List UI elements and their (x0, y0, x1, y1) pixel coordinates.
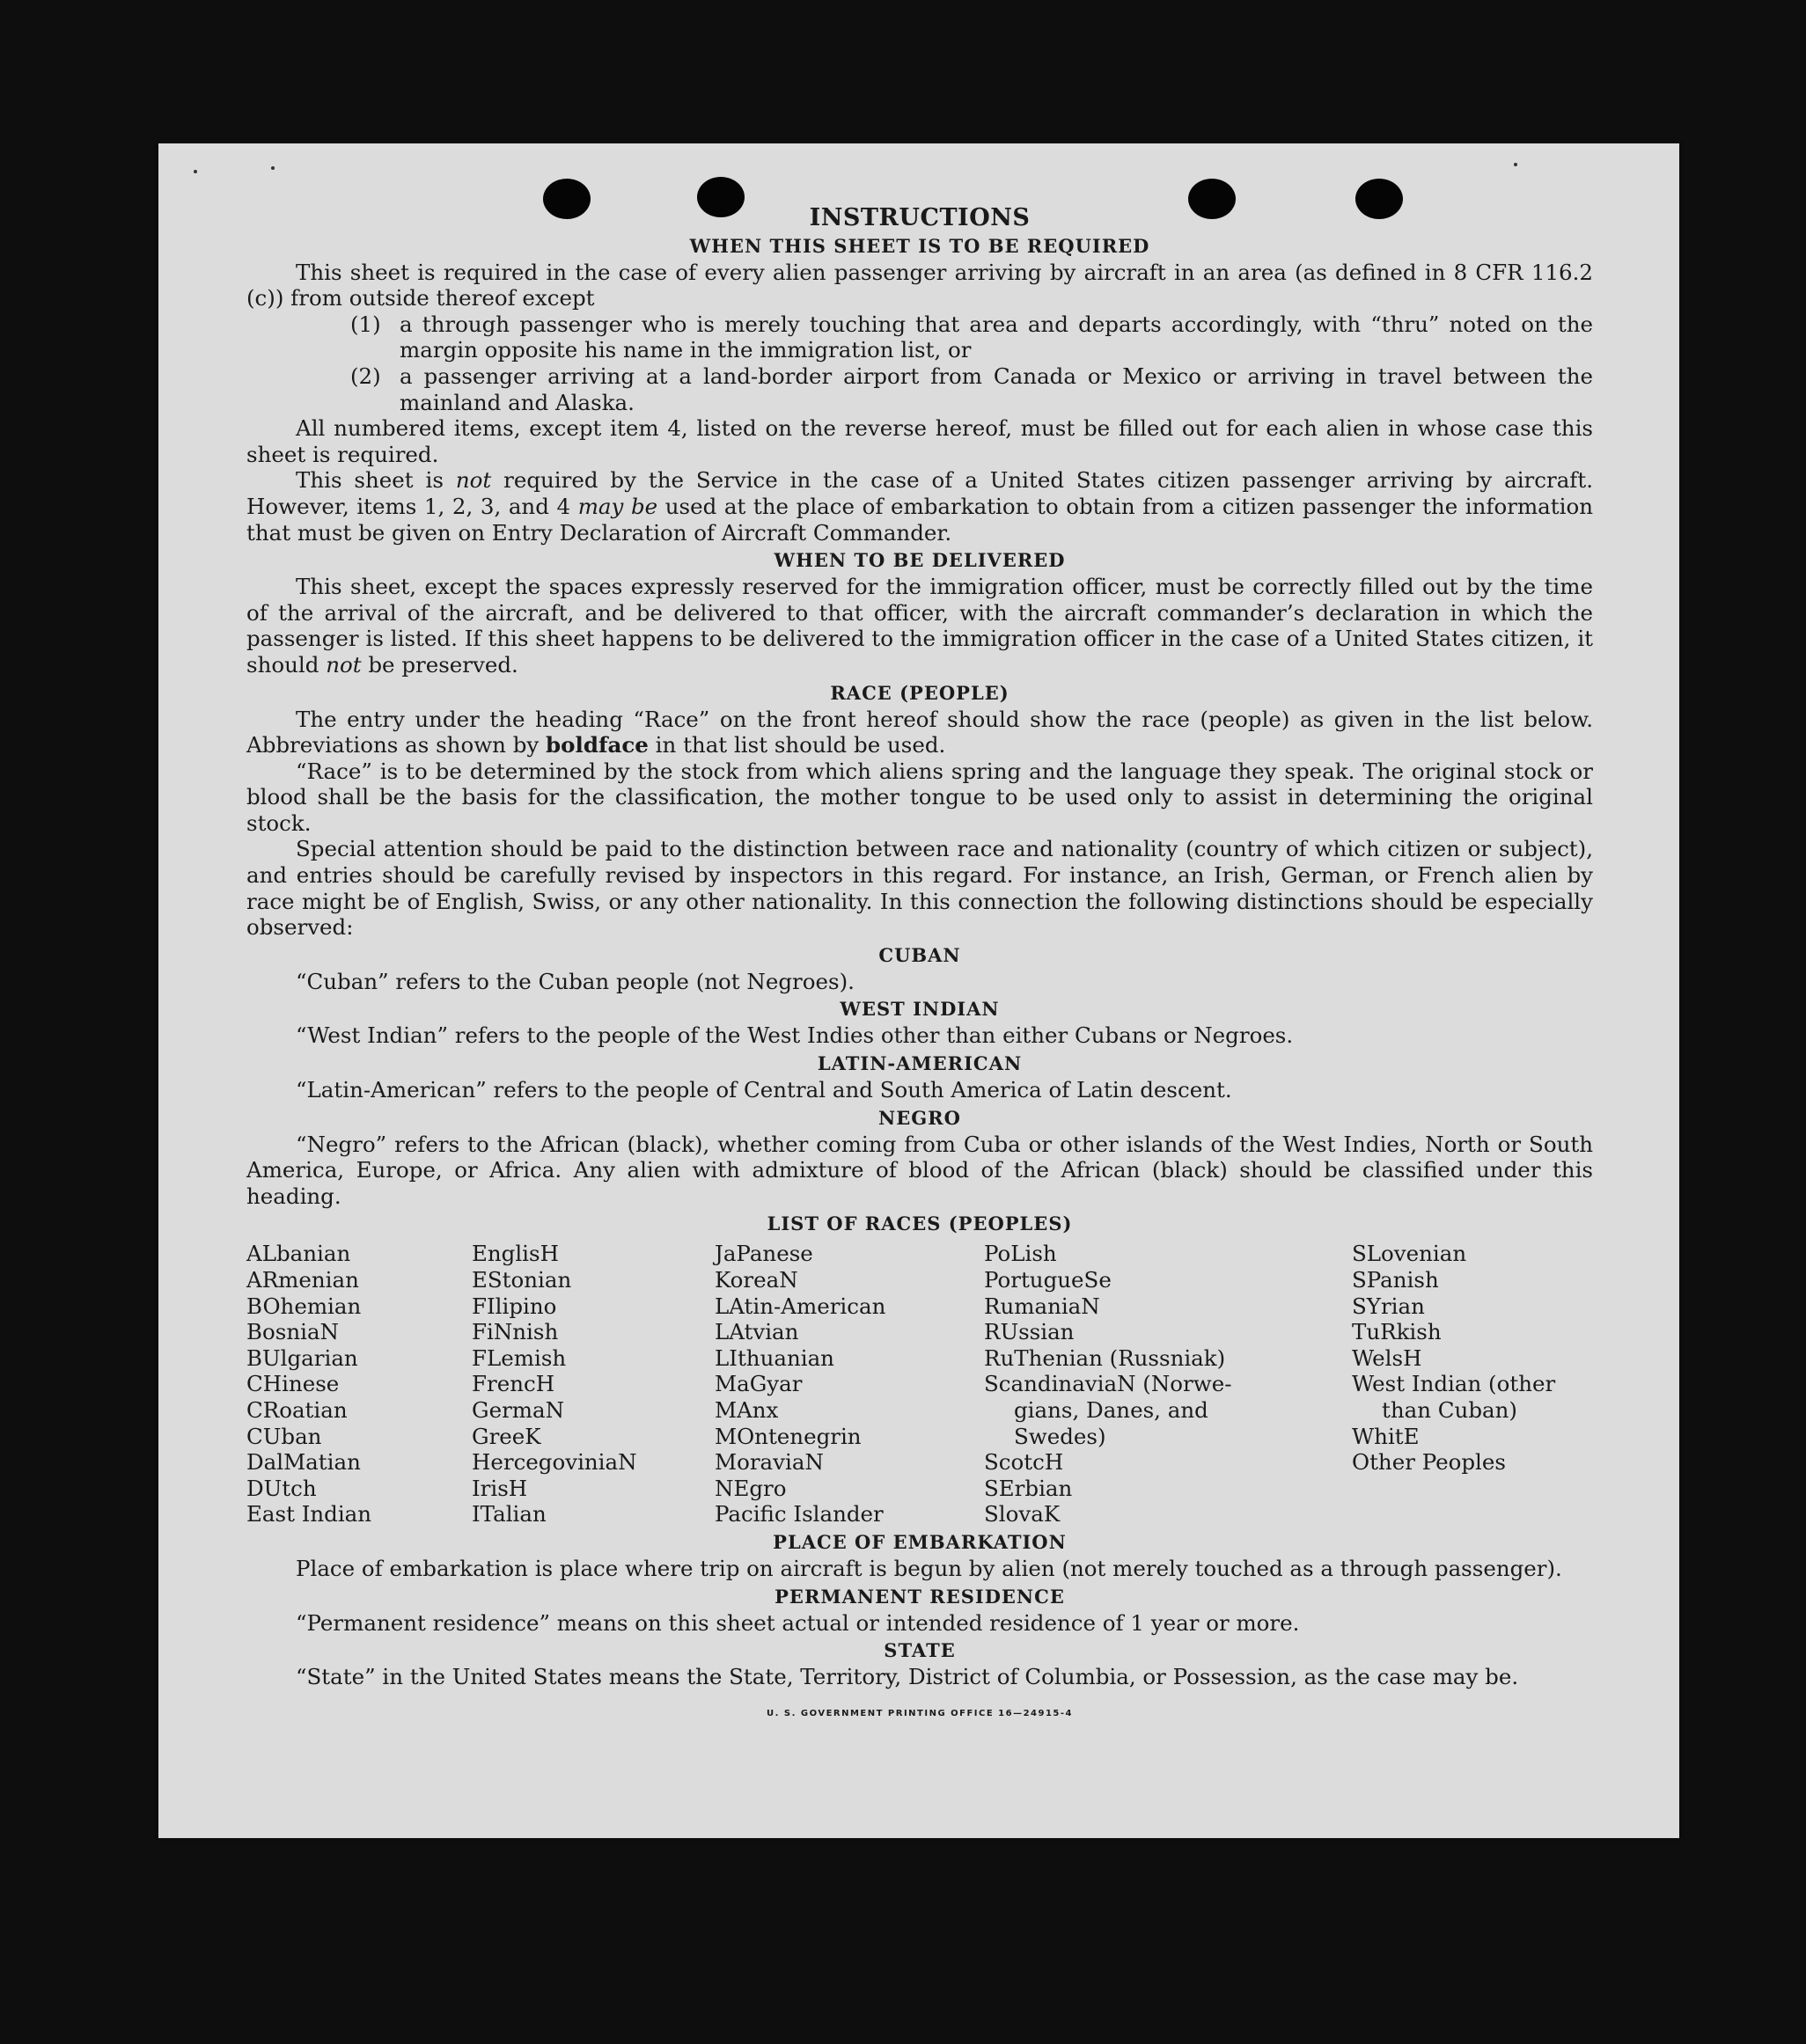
heading-west-indian: WEST INDIAN (840, 998, 1000, 1021)
page-title: INSTRUCTIONS (809, 204, 1031, 231)
heading-embarkation: PLACE OF EMBARKATION (773, 1530, 1067, 1553)
race-entry: EStonian (472, 1267, 572, 1293)
item-number: (1) (350, 311, 381, 337)
races-column (1352, 1241, 1593, 1528)
text-run: This sheet is (296, 467, 456, 494)
item-text: a through passenger who is merely touching that area and departs accordingly, with “thru” noted on the margin opposite his name in the immigration list, or (400, 311, 1593, 363)
race-entry: MOntenegrin (715, 1423, 862, 1449)
race-entry: RumaniaN (984, 1293, 1100, 1319)
speck (194, 170, 197, 173)
race-entry: SlovaK (984, 1501, 1061, 1528)
race-entry: CUban (246, 1423, 322, 1449)
text-run: required by the Service in the case of a United States citizen passenger arriving by aircraft. However, items 1, 2, 3, and 4 (246, 467, 1594, 519)
race-entry: PoLish (984, 1241, 1057, 1267)
list-item (350, 363, 1593, 415)
text-run: This sheet, except the spaces expressly reserved for the immigration officer, must be correctly filled out by the time of the arrival of the aircraft, and be delivered to that officer, with the aircraft commander’s declaration in which the passenger is listed. If this sheet happens to be delivered to the immigration officer in the case of a United States citizen, it should (246, 574, 1593, 678)
race-entry: MAnx (715, 1396, 779, 1423)
race-entry: SYrian (1352, 1293, 1425, 1319)
printer-imprint: U. S. GOVERNMENT PRINTING OFFICE 16—24915-4 (767, 1708, 1073, 1718)
paragraph: Place of embarkation is place where trip on aircraft is begun by alien (not merely touched as a through passenger). (296, 1555, 1562, 1581)
race-entry: NEgro (715, 1475, 787, 1501)
races-column (984, 1241, 1352, 1528)
race-entry: JaPanese (715, 1241, 813, 1267)
race-entry: TuRkish (1352, 1319, 1442, 1345)
race-entry: BosniaN (246, 1319, 339, 1345)
race-entry-continued: gians, Danes, and (1014, 1396, 1208, 1423)
item-number: (2) (350, 363, 381, 389)
paragraph: “Cuban” refers to the Cuban people (not Negroes). (296, 968, 855, 994)
instructions-text (246, 205, 1593, 1726)
races-column (246, 1241, 472, 1528)
race-entry: ALbanian (246, 1241, 351, 1267)
race-entry: FiNnish (472, 1319, 559, 1345)
races-list (246, 1241, 1593, 1528)
race-entry: IrisH (472, 1475, 528, 1501)
race-entry: DalMatian (246, 1449, 361, 1476)
paragraph: “West Indian” refers to the people of the West Indies other than either Cubans or Negroes. (296, 1022, 1294, 1049)
paragraph (246, 467, 1593, 546)
paragraph: Special attention should be paid to the distinction between race and nationality (country of which citizen or subject), and entries should be carefully revised by inspectors in this regard. For instance, an Irish, German, or French alien by race might be of English, Swiss, or any other nationality. In this connection the following distinctions should be especially observed: (246, 836, 1593, 941)
emphasis: may be (577, 493, 658, 519)
race-entry: DUtch (246, 1475, 317, 1501)
speck (1514, 163, 1517, 166)
race-entry: ScotcH (984, 1449, 1064, 1476)
heading-state: STATE (884, 1639, 956, 1662)
paragraph (246, 707, 1593, 758)
race-entry: CHinese (246, 1371, 340, 1397)
race-entry: CRoatian (246, 1396, 348, 1423)
race-entry-continued: than Cuban) (1382, 1396, 1517, 1423)
heading-negro: NEGRO (878, 1106, 961, 1129)
races-column (715, 1241, 984, 1528)
heading-when-delivered: WHEN TO BE DELIVERED (774, 549, 1066, 572)
race-entry: ScandinaviaN (Norwe- (984, 1371, 1232, 1397)
race-entry: WhitE (1352, 1423, 1420, 1449)
race-entry: LAtin-American (715, 1293, 886, 1319)
paragraph: “Race” is to be determined by the stock from which aliens spring and the language they speak. The original stock or blood shall be the basis for the classification, the mother tongue to be used only to assist in determining the original stock. (246, 758, 1593, 836)
document-sheet (158, 143, 1679, 1838)
race-entry: GermaN (472, 1396, 565, 1423)
race-entry: BUlgarian (246, 1344, 358, 1371)
race-entry: ITalian (472, 1501, 547, 1528)
race-entry: BOhemian (246, 1293, 362, 1319)
heading-when-required: WHEN THIS SHEET IS TO BE REQUIRED (689, 234, 1150, 257)
race-entry: FIlipino (472, 1293, 557, 1319)
heading-cuban: CUBAN (878, 943, 961, 966)
race-entry: SPanish (1352, 1267, 1439, 1293)
bold-text: boldface (546, 732, 649, 758)
heading-permanent-residence: PERMANENT RESIDENCE (775, 1585, 1065, 1608)
text-run: in that list should be used. (648, 732, 946, 758)
emphasis: not (455, 467, 492, 494)
race-entry: MoraviaN (715, 1449, 824, 1476)
race-entry: WelsH (1352, 1344, 1422, 1371)
paragraph: “State” in the United States means the State, Territory, District of Columbia, or Possession, as the case may be. (296, 1664, 1519, 1690)
race-entry: PortugueSe (984, 1267, 1112, 1293)
race-entry: RuThenian (Russniak) (984, 1344, 1226, 1371)
heading-list-of-races: LIST OF RACES (PEOPLES) (767, 1212, 1073, 1235)
text-run: be preserved. (361, 651, 518, 678)
race-entry: HercegoviniaN (472, 1449, 637, 1476)
race-entry: East Indian (246, 1501, 372, 1528)
race-entry: LIthuanian (715, 1344, 834, 1371)
paragraph: “Latin-American” refers to the people of Central and South America of Latin descent. (296, 1077, 1232, 1103)
text-run: used at the place of embarkation to obtain from a citizen passenger the information that must be given on Entry Declaration of Aircraft Commander. (246, 493, 1593, 546)
paragraph: “Negro” refers to the African (black), whether coming from Cuba or other islands of the West Indies, North or South America, Europe, or Africa. Any alien with admixture of blood of the African (black) should be classified under this heading. (246, 1131, 1593, 1209)
race-entry: ARmenian (246, 1267, 359, 1293)
race-entry: FLemish (472, 1344, 567, 1371)
races-column (472, 1241, 715, 1528)
item-text: a passenger arriving at a land-border airport from Canada or Mexico or arriving in travel between the mainland and Alaska. (400, 363, 1593, 415)
list-item (350, 311, 1593, 363)
race-entry: RUssian (984, 1319, 1075, 1345)
paragraph: “Permanent residence” means on this sheet actual or intended residence of 1 year or more. (296, 1609, 1300, 1636)
race-entry: MaGyar (715, 1371, 803, 1397)
race-entry: Pacific Islander (715, 1501, 884, 1528)
heading-race: RACE (PEOPLE) (830, 681, 1009, 704)
race-entry: Other Peoples (1352, 1449, 1506, 1476)
race-entry: SLovenian (1352, 1241, 1467, 1267)
heading-latin-american: LATIN-AMERICAN (817, 1052, 1023, 1075)
race-entry: EnglisH (472, 1241, 559, 1267)
speck (271, 166, 275, 170)
race-entry: GreeK (472, 1423, 541, 1449)
race-entry: LAtvian (715, 1319, 799, 1345)
race-entry: SErbian (984, 1475, 1073, 1501)
paragraph: All numbered items, except item 4, listed on the reverse hereof, must be filled out for each alien in whose case this sheet is required. (246, 415, 1593, 467)
race-entry: FrencH (472, 1371, 555, 1397)
race-entry: KoreaN (715, 1267, 798, 1293)
race-entry-continued: Swedes) (1014, 1423, 1106, 1449)
paragraph (246, 574, 1593, 678)
race-entry: West Indian (other (1352, 1371, 1556, 1397)
emphasis: not (326, 651, 362, 678)
text-run: The entry under the heading “Race” on the front hereof should show the race (people) as given in the list below. Abbreviations as shown by (246, 706, 1593, 758)
paragraph: This sheet is required in the case of every alien passenger arriving by aircraft in an area (as defined in 8 CFR 116.2 (c)) from outside thereof except (246, 259, 1593, 311)
